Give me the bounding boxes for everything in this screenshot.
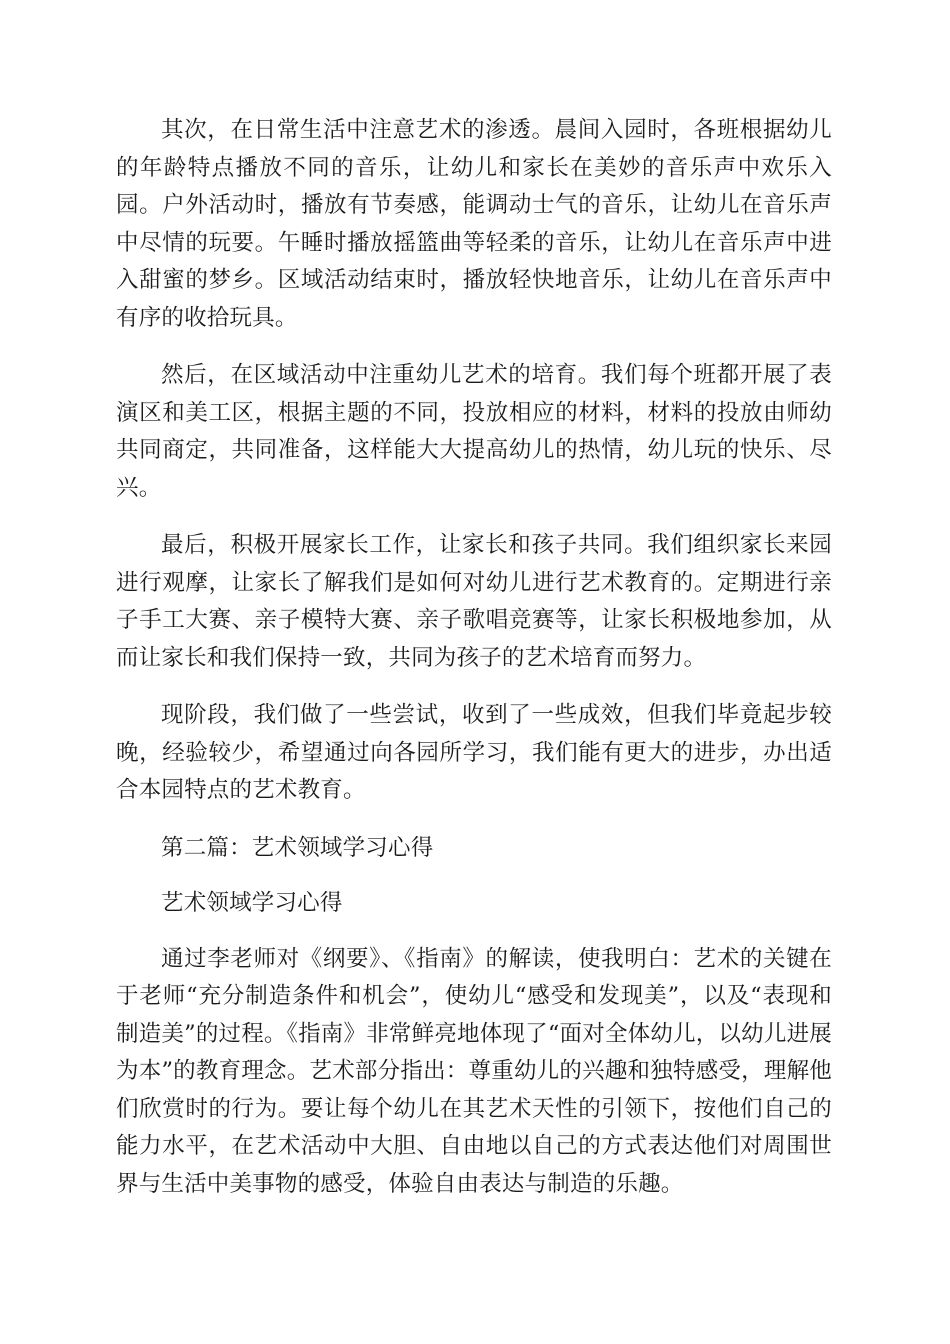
paragraph-current-stage: 现阶段，我们做了一些尝试，收到了一些成效，但我们毕竟起步较晚，经验较少，希望通过向各园所学习，我们能有更大的进步，办出适合本园特点的艺术教育。 <box>116 702 832 803</box>
paragraph-parent-work: 最后，积极开展家长工作，让家长和孩子共同。我们组织家长来园进行观摩，让家长了解我们是如何对幼儿进行艺术教育的。定期进行亲子手工大赛、亲子模特大赛、亲子歌唱竞赛等，让家长积极地参加，从而让家长和我们保持一致，共同为孩子的艺术培育而努力。 <box>116 532 832 671</box>
paragraph-learning-notes: 通过李老师对《纲要》、《指南》的解读，使我明白：艺术的关键在于老师“充分制造条件和机会”，使幼儿“感受和发现美”，以及“表现和制造美”的过程。《指南》非常鲜亮地体现了“面对全体幼儿，以幼儿进展为本”的教育理念。艺术部分指出：尊重幼儿的兴趣和独特感受，理解他们欣赏时的行为。要让每个幼儿在其艺术天性的引领下，按他们自己的能力水平，在艺术活动中大胆、自由地以自己的方式表达他们对周围世界与生活中美事物的感受，体验自由表达与制造的乐趣。 <box>116 945 832 1197</box>
section-heading: 第二篇：艺术领域学习心得 <box>161 834 434 861</box>
paragraph-daily-life: 其次，在日常生活中注意艺术的渗透。晨间入园时，各班根据幼儿的年龄特点播放不同的音乐，让幼儿和家长在美妙的音乐声中欢乐入园。户外活动时，播放有节奏感，能调动士气的音乐，让幼儿在音乐声中尽情的玩要。午睡时播放摇篮曲等轻柔的音乐，让幼儿在音乐声中进入甜蜜的梦乡。区域活动结束时，播放轻快地音乐，让幼儿在音乐声中有序的收拾玩具。 <box>116 117 832 331</box>
section-title: 艺术领域学习心得 <box>161 890 343 916</box>
document-body <box>116 112 832 1223</box>
paragraph-area-activities: 然后，在区域活动中注重幼儿艺术的培育。我们每个班都开展了表演区和美工区，根据主题的不同，投放相应的材料，材料的投放由师幼共同商定，共同准备，这样能大大提高幼儿的热情，幼儿玩的快乐、尽兴。 <box>116 362 832 501</box>
